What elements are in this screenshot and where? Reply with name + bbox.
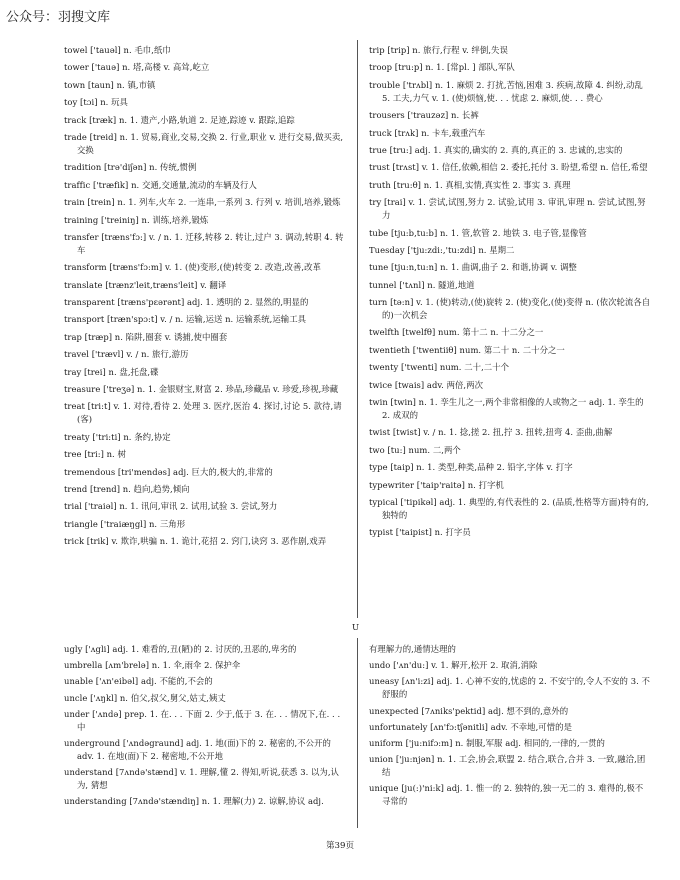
- vocab-entry: travel ['trævl] v. / n. 旅行,游历: [64, 349, 189, 360]
- vocab-column-bottom-right: [369, 643, 651, 812]
- vocab-entry: triangle ['traiæŋgl] n. 三角形: [64, 518, 186, 529]
- vocab-entry: twin [twin] n. 1. 孪生儿之一,两个非常相像的人或物之一 adj. 1. 孪生的 2. 成双的: [369, 397, 644, 421]
- vocab-entry: underground ['ʌndəgraund] adj. 1. 地(面)下的 2. 秘密的,不公开的 adv. 1. 在地(面)下 2. 秘密地,不公开地: [64, 737, 331, 761]
- vocab-entry: trap [træp] n. 陷阱,圈套 v. 诱捕,使中圈套: [64, 331, 228, 342]
- vocab-entry: twelfth [twelfθ] num. 第十二 n. 十二分之一: [369, 327, 544, 338]
- vocab-entry: treasure ['treʒə] n. 1. 金银财宝,财富 2. 珍品,珍藏品 v. 珍爱,珍视,珍藏: [64, 384, 339, 395]
- vocab-entry: treat [tri:t] v. 1. 对待,看待 2. 处理 3. 医疗,医治 4. 探讨,讨论 5. 款待,请(客): [64, 401, 342, 425]
- vocab-entry: typewriter ['taip'raitə] n. 打字机: [369, 479, 504, 490]
- vocab-entry: two [tu:] num. 二,两个: [369, 444, 461, 455]
- vocab-column-bottom-left: [64, 643, 346, 812]
- vocab-entry: truth [tru:θ] n. 1. 真相,实情,真实性 2. 事实 3. 真理: [369, 179, 571, 190]
- vocab-entry: trade [treid] n. 1. 贸易,商业,交易,交换 2. 行业,职业 v. 进行交易,做买卖,交换: [64, 131, 344, 155]
- vocab-entry: trust [trʌst] v. 1. 信任,依赖,相信 2. 委托,托付 3. 盼望,希望 n. 信任,希望: [369, 162, 648, 173]
- vocab-entry: tremendous [tri'mendəs] adj. 巨大的,极大的,非常的: [64, 466, 273, 477]
- vocab-entry: trend [trend] n. 趋向,趋势,倾向: [64, 483, 190, 494]
- vocab-entry: transfer [træns'fɔ:] v. / n. 1. 迁移,转移 2. 转让,过户 3. 调动,转职 4. 转车: [64, 231, 344, 255]
- vocab-column-top-right: [369, 44, 651, 544]
- vocab-entry: umbrella [ʌm'brelə] n. 1. 伞,雨伞 2. 保护伞: [64, 660, 241, 671]
- vocab-entry: Tuesday ['tju:zdi:,'tu:zdi] n. 星期二: [369, 244, 515, 255]
- vocab-entry: twist [twist] v. / n. 1. 捻,搓 2. 扭,拧 3. 扭转,扭弯 4. 歪曲,曲解: [369, 427, 613, 438]
- watermark-header: 公众号：羽搜文库: [6, 10, 111, 25]
- vocab-entry: track [træk] n. 1. 遗产,小路,轨道 2. 足迹,踪迹 v. 跟踪,追踪: [64, 114, 295, 125]
- vocab-entry: true [tru:] adj. 1. 真实的,确实的 2. 真的,真正的 3. 忠诚的,忠实的: [369, 144, 623, 155]
- vocab-entry: troop [tru:p] n. 1. [常pl. ] 部队,军队: [369, 62, 515, 73]
- vocab-entry: tunnel ['tʌnl] n. 隧道,地道: [369, 279, 475, 290]
- vocab-entry: unable ['ʌn'eibəl] adj. 不能的,不会的: [64, 676, 213, 687]
- vocab-entry: type [taip] n. 1. 类型,种类,品种 2. 铅字,字体 v. 打字: [369, 462, 573, 473]
- vocab-entry: towel ['tauəl] n. 毛巾,纸巾: [64, 45, 171, 55]
- vocab-entry: tray [trei] n. 盘,托盘,碟: [64, 366, 159, 377]
- vocab-entry: twentieth ['twentiiθ] num. 第二十 n. 二十分之一: [369, 344, 565, 355]
- vocab-entry: understand [7ʌndə'stænd] v. 1. 理解,懂 2. 得知,听说,获悉 3. 以为,认为, 猜想: [64, 767, 339, 791]
- page-number: 第39页: [325, 841, 355, 851]
- vocab-entry: understanding [7ʌndə'stændiŋ] n. 1. 理解(力) 2. 谅解,协议 adj.: [64, 796, 324, 807]
- vocab-entry: transport [træn'spɔ:t] v. / n. 运输,运送 n. 运输系统,运输工具: [64, 314, 307, 325]
- vocab-entry: trouble ['trʌbl] n. 1. 麻烦 2. 打扰,苦恼,困难 3. 疾病,故障 4. 纠纷,动乱 5. 工夫,力气 v. 1. (使)烦恼,使. . . 忧虑 2. 麻烦,使. . . 费心: [369, 79, 643, 103]
- vocab-entry: undo ['ʌn'du:] v. 1. 解开,松开 2. 取消,消除: [369, 660, 538, 671]
- section-letter: U: [352, 623, 360, 633]
- vocab-entry: train [trein] n. 1. 列车,火车 2. 一连串,一系列 3. 行列 v. 培训,培养,锻炼: [64, 197, 341, 208]
- column-divider-bottom: [357, 638, 358, 828]
- vocab-entry: uneasy [ʌn'i:zi] adj. 1. 心神不安的,忧虑的 2. 不安宁的,令人不安的 3. 不舒服的: [369, 676, 650, 700]
- vocab-entry: turn [tə:n] v. 1. (使)转动,(使)旋转 2. (使)变化,(使)变得 n. (依次轮流各自的)一次机会: [369, 297, 651, 321]
- vocab-entry: training ['treiniŋ] n. 训练,培养,锻炼: [64, 214, 209, 225]
- vocab-entry: under ['ʌndə] prep. 1. 在. . . 下面 2. 少于,低于 3. 在. . . 情况下,在. . . 中: [64, 708, 341, 732]
- vocab-entry: town [taun] n. 镇,市镇: [64, 79, 156, 90]
- vocab-entry: twice [twais] adv. 两倍,两次: [369, 379, 483, 390]
- vocab-entry: transform [træns'fɔ:m] v. 1. (使)变形,(使)转变 2. 改造,改善,改革: [64, 262, 321, 273]
- vocab-entry: uniform ['ju:nifɔ:m] n. 制服,军服 adj. 相同的,一律的,一贯的: [369, 737, 605, 748]
- vocab-entry: twenty ['twenti] num. 二十,二十个: [369, 362, 510, 373]
- vocab-entry: 有理解力的,通情达理的: [369, 644, 456, 654]
- vocab-entry: trousers ['trauzəz] n. 长裤: [369, 110, 479, 121]
- vocab-entry: tradition [trə'diʃən] n. 传统,惯例: [64, 162, 197, 173]
- vocab-entry: tree [tri:] n. 树: [64, 449, 126, 460]
- vocab-entry: unexpected [7ʌniks'pektid] adj. 想不到的,意外的: [369, 705, 569, 716]
- vocab-entry: unfortunately [ʌn'fɔ:tʃənitli] adv. 不幸地,可惜的是: [369, 721, 573, 732]
- vocab-column-top-left: [64, 44, 346, 553]
- vocab-entry: traffic ['træfik] n. 交通,交通量,流动的车辆及行人: [64, 179, 257, 190]
- vocab-entry: trip [trip] n. 旅行,行程 v. 绊倒,失误: [369, 45, 508, 55]
- vocab-entry: trial ['traiəl] n. 1. 讯问,审讯 2. 试用,试验 3. 尝试,努力: [64, 501, 278, 512]
- vocab-entry: truck [trʌk] n. 卡车,载重汽车: [369, 127, 486, 138]
- vocab-entry: typist ['taipist] n. 打字员: [369, 527, 471, 538]
- vocab-entry: treaty ['tri:ti] n. 条约,协定: [64, 431, 171, 442]
- vocab-entry: uncle ['ʌŋkl] n. 伯父,叔父,舅父,姑丈,姨丈: [64, 692, 226, 703]
- vocab-entry: transparent [træns'pɛərənt] adj. 1. 透明的 2. 显然的,明显的: [64, 297, 309, 308]
- vocab-entry: tower ['tauə] n. 塔,高楼 v. 高耸,屹立: [64, 62, 210, 73]
- vocab-entry: try [trai] v. 1. 尝试,试图,努力 2. 试验,试用 3. 审讯,审理 n. 尝试,试图,努力: [369, 197, 646, 221]
- vocab-entry: trick [trik] v. 欺诈,哄骗 n. 1. 诡计,花招 2. 窍门,诀窍 3. 恶作剧,戏弄: [64, 536, 327, 547]
- vocab-entry: typical ['tipikəl] adj. 1. 典型的,有代表性的 2. (品质,性格等方面)特有的,独特的: [369, 496, 649, 520]
- vocab-entry: translate [trænz'leit,træns'leit] v. 翻译: [64, 279, 227, 290]
- vocab-entry: unique [ju(:)'ni:k] adj. 1. 惟一的 2. 独特的,独一无二的 3. 难得的,极不寻常的: [369, 783, 644, 807]
- vocab-entry: union ['ju:njən] n. 1. 工会,协会,联盟 2. 结合,联合,合并 3. 一致,融洽,团结: [369, 754, 646, 778]
- vocab-entry: ugly ['ʌgli] adj. 1. 难看的,丑(陋)的 2. 讨厌的,丑恶的,卑劣的: [64, 644, 297, 654]
- vocab-entry: tune [tju:n,tu:n] n. 1. 曲调,曲子 2. 和谐,协调 v. 调整: [369, 262, 577, 273]
- column-divider-top: [357, 40, 358, 618]
- vocab-entry: toy [tɔi] n. 玩具: [64, 97, 128, 108]
- vocab-entry: tube [tju:b,tu:b] n. 1. 管,软管 2. 地铁 3. 电子管,显像管: [369, 227, 587, 238]
